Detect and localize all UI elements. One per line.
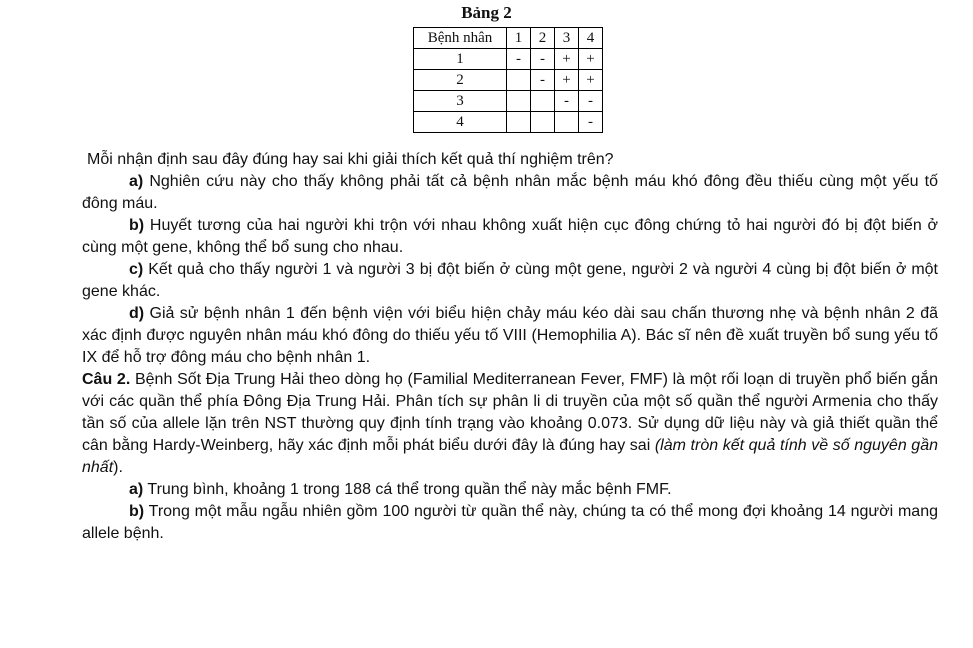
table-row bbox=[414, 49, 603, 70]
statement-label: a) bbox=[129, 481, 144, 498]
statement-text: Giả sử bệnh nhân 1 đến bệnh viện với biểu hiện chảy máu kéo dài sau chấn thương nhẹ và bệnh nhân 2 đã xác định được nguyên nhân máu khó đông do thiếu yếu tố VIII (Hemophilia A). Bác sĩ nên đề xuất truyền bổ sung yếu tố IX để hỗ trợ đông máu cho bệnh nhân 1. bbox=[82, 305, 938, 366]
statement-a bbox=[82, 171, 938, 215]
statement-2a bbox=[82, 479, 938, 501]
statement-label: c) bbox=[129, 261, 144, 278]
header-col-1: 1 bbox=[507, 28, 531, 49]
question-1-block bbox=[82, 149, 938, 545]
statement-label: d) bbox=[129, 305, 145, 322]
table-row bbox=[414, 112, 603, 133]
table-cell bbox=[507, 91, 531, 112]
table-cell: 2 bbox=[414, 70, 507, 91]
statement-label: a) bbox=[129, 173, 144, 190]
statement-c bbox=[82, 259, 938, 303]
statement-text: Trong một mẫu ngẫu nhiên gồm 100 người từ quần thể này, chúng ta có thể mong đợi khoảng 14 người mang allele bệnh. bbox=[82, 503, 938, 542]
table-cell: + bbox=[579, 70, 603, 91]
header-col-3: 3 bbox=[555, 28, 579, 49]
statement-d bbox=[82, 303, 938, 369]
question-2-text: Bệnh Sốt Địa Trung Hải theo dòng họ (Familial Mediterranean Fever, FMF) là một rối loạn di truyền phổ biến gắn với các quần thể phía Đông Địa Trung Hải. Phân tích sự phân li di truyền của một số quần thể người Armenia cho thấy tần số của allele lặn trên NST thường quy định tính trạng vào khoảng 0.073. Sử dụng dữ liệu này và giả thiết quần thể cân bằng Hardy-Weinberg, hãy xác định mỗi phát biểu dưới đây là đúng hay sai bbox=[82, 371, 938, 454]
table-cell: - bbox=[579, 91, 603, 112]
table-cell bbox=[555, 112, 579, 133]
statement-2b bbox=[82, 501, 938, 545]
table-header-row bbox=[414, 28, 603, 49]
statement-text: Nghiên cứu này cho thấy không phải tất cả bệnh nhân mắc bệnh máu khó đông đều thiếu cùng một yếu tố đông máu. bbox=[82, 173, 938, 212]
table-cell: 1 bbox=[414, 49, 507, 70]
table-cell bbox=[531, 112, 555, 133]
header-col-4: 4 bbox=[579, 28, 603, 49]
question-2 bbox=[82, 369, 938, 479]
table-caption: Bảng 2 bbox=[461, 3, 512, 22]
table-row bbox=[414, 70, 603, 91]
statement-text: Kết quả cho thấy người 1 và người 3 bị đột biến ở cùng một gene, người 2 và người 4 cùng bị đột biến ở một gene khác. bbox=[82, 261, 938, 300]
question-2-label: Câu 2. bbox=[82, 371, 131, 388]
table-cell: - bbox=[579, 112, 603, 133]
statement-text: Trung bình, khoảng 1 trong 188 cá thể trong quần thể này mắc bệnh FMF. bbox=[143, 481, 672, 498]
statement-text: Huyết tương của hai người khi trộn với nhau không xuất hiện cục đông chứng tỏ hai người đó bị đột biến ở cùng một gene, không thể bổ sung cho nhau. bbox=[82, 217, 938, 256]
table-cell: 4 bbox=[414, 112, 507, 133]
question-2-end: ). bbox=[113, 459, 123, 476]
table-cell: + bbox=[555, 49, 579, 70]
table-cell bbox=[531, 91, 555, 112]
results-table bbox=[413, 27, 603, 133]
table-cell: - bbox=[507, 49, 531, 70]
table-cell bbox=[507, 112, 531, 133]
table-cell bbox=[507, 70, 531, 91]
table-cell: - bbox=[531, 70, 555, 91]
statement-label: b) bbox=[129, 217, 145, 234]
table-row bbox=[414, 91, 603, 112]
table-cell: 3 bbox=[414, 91, 507, 112]
table-cell: + bbox=[555, 70, 579, 91]
header-patient: Bệnh nhân bbox=[414, 28, 507, 49]
statement-label: b) bbox=[129, 503, 145, 520]
table-cell: + bbox=[579, 49, 603, 70]
table-cell: - bbox=[531, 49, 555, 70]
question-1-intro: Mỗi nhận định sau đây đúng hay sai khi giải thích kết quả thí nghiệm trên? bbox=[87, 151, 614, 168]
header-col-2: 2 bbox=[531, 28, 555, 49]
statement-b bbox=[82, 215, 938, 259]
table-cell: - bbox=[555, 91, 579, 112]
question-2-note: (làm tròn kết quả tính về số nguyên gần nhất bbox=[82, 437, 939, 476]
